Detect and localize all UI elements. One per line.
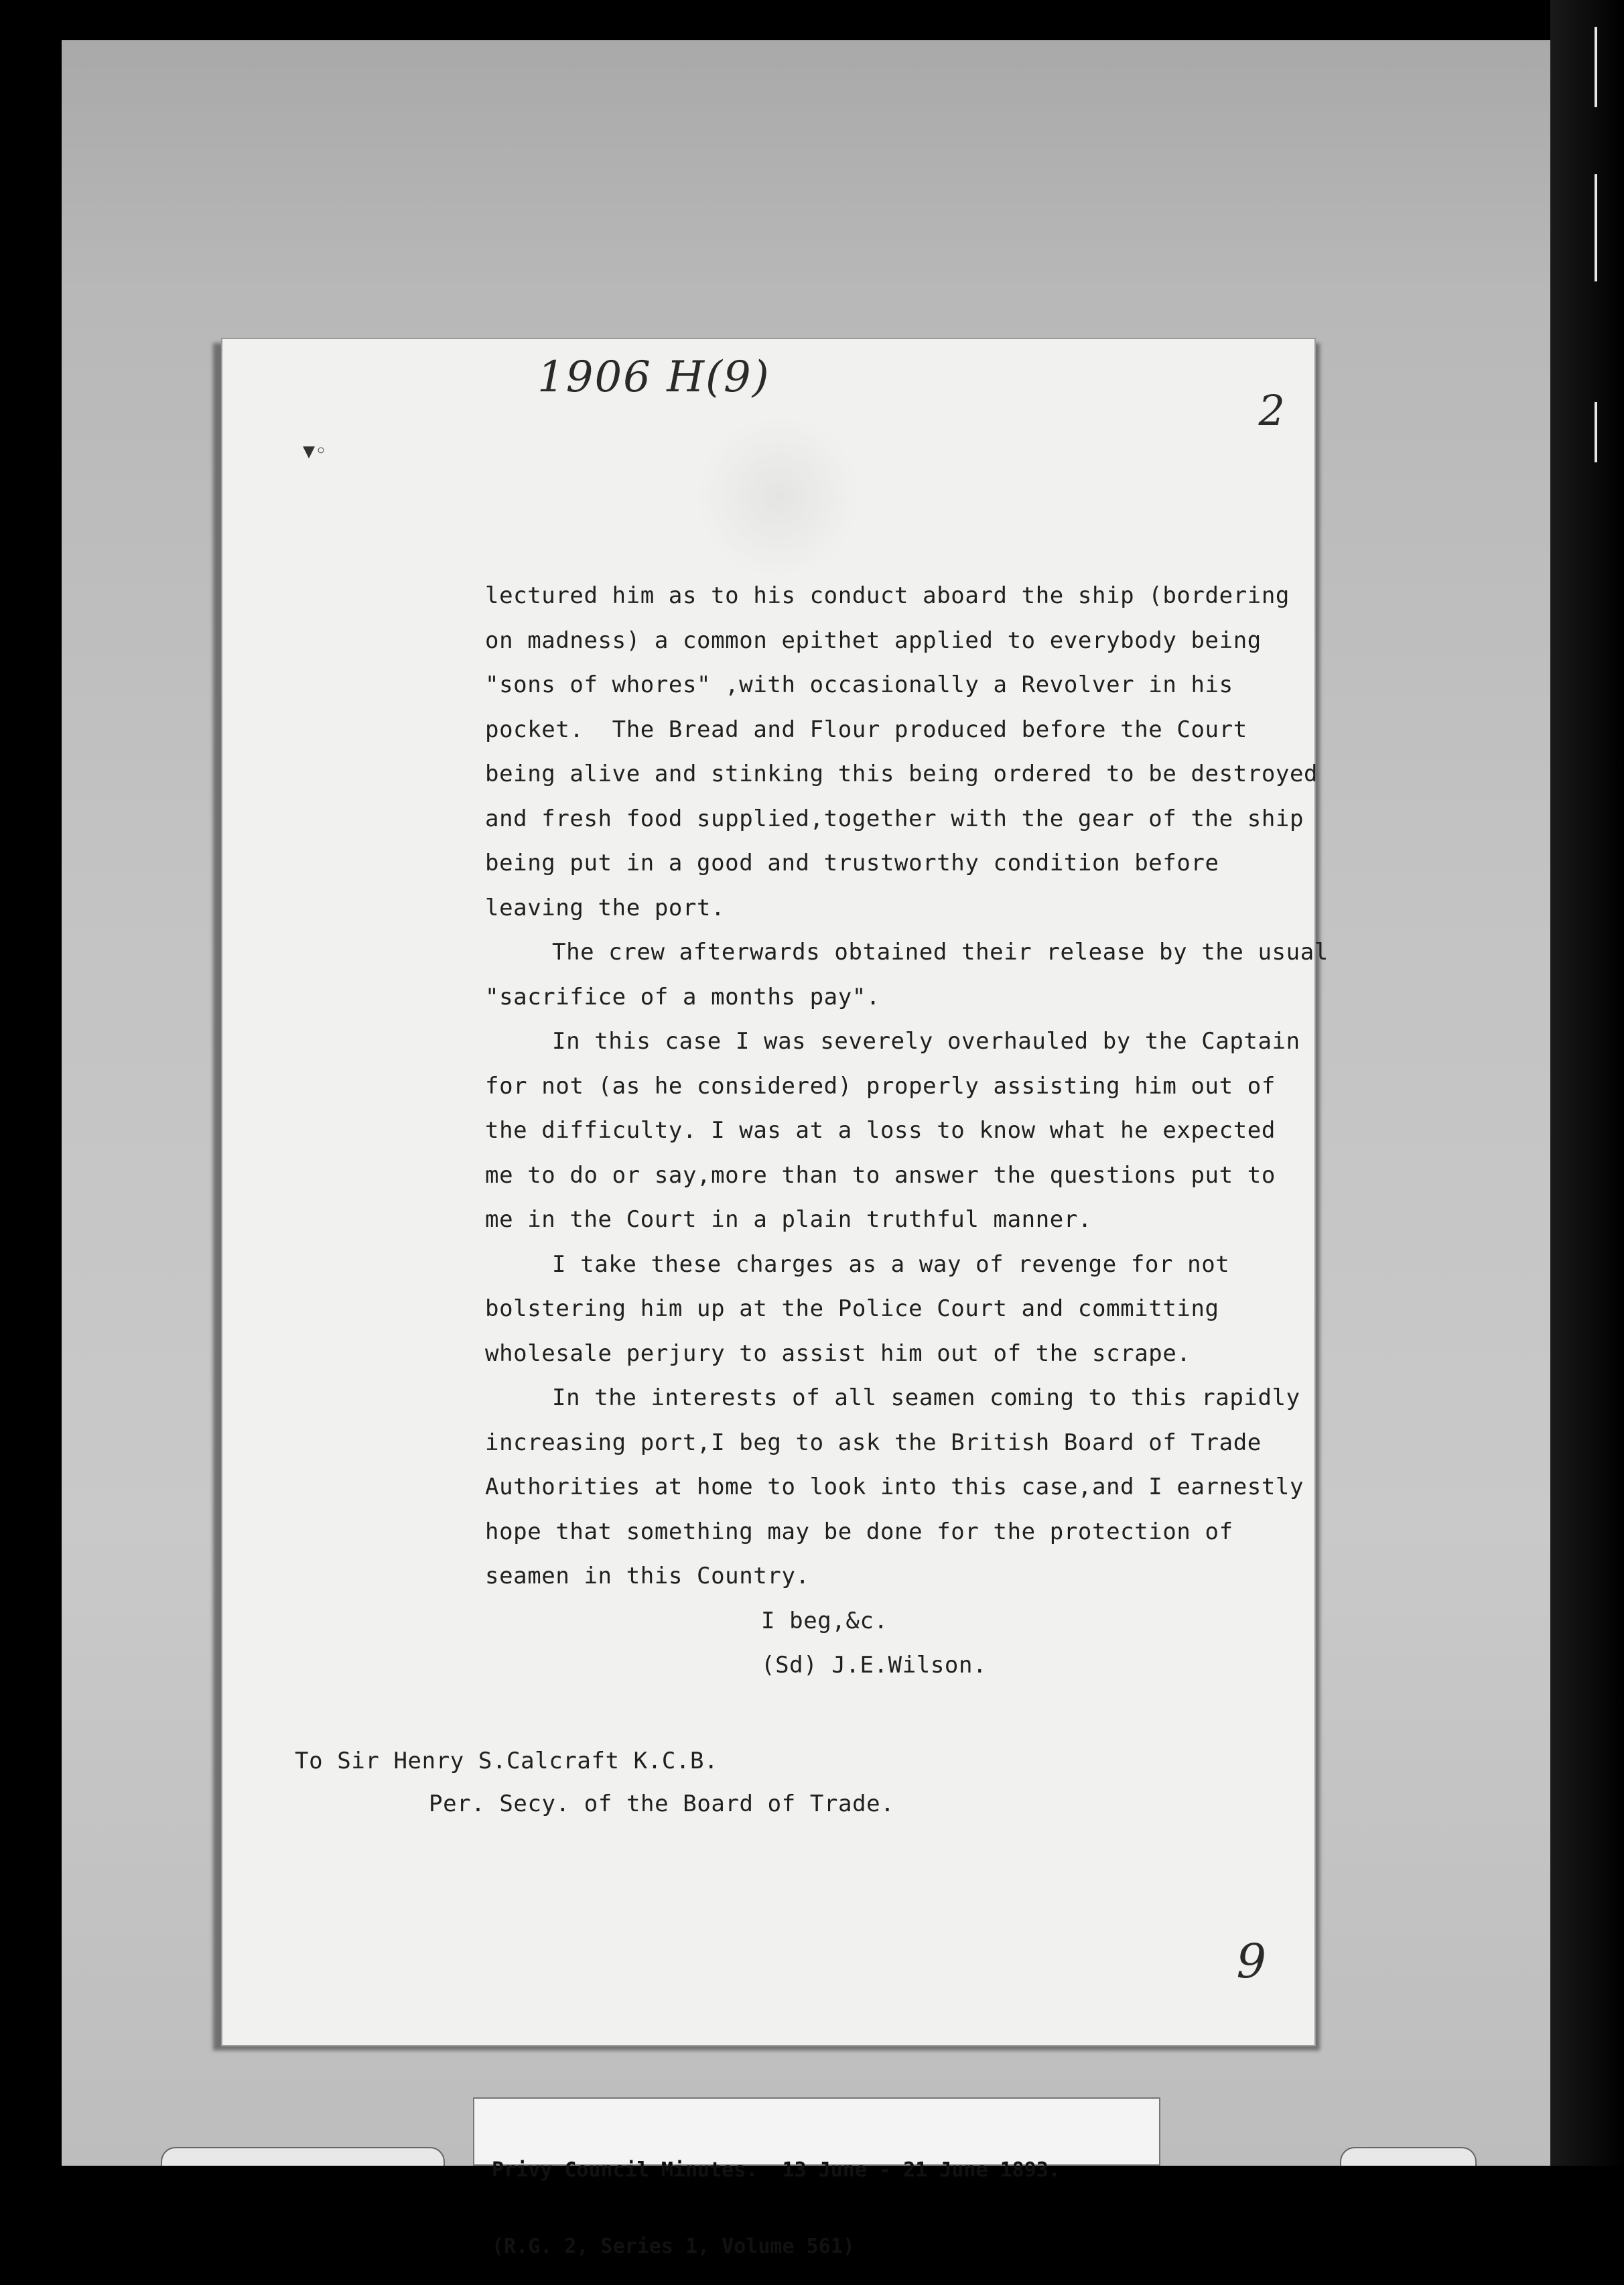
- body-line: me to do or say,more than to answer the questions put to: [485, 1161, 1276, 1189]
- body-line: The crew afterwards obtained their release by the usual: [552, 939, 1329, 966]
- closing-line: I beg,&c.: [761, 1607, 888, 1634]
- address-line-1: To Sir Henry S.Calcraft K.C.B.: [295, 1748, 719, 1774]
- ink-mark: ▼◦: [303, 440, 328, 463]
- body-line: on madness) a common epithet applied to everybody being: [485, 627, 1262, 654]
- body-line: "sons of whores" ,with occasionally a Revolver in his: [485, 671, 1233, 698]
- body-line: bolstering him up at the Police Court and committing: [485, 1295, 1219, 1322]
- archive-label-card: [473, 2097, 1160, 2258]
- body-line: being put in a good and trustworthy condition before: [485, 850, 1219, 876]
- body-line: leaving the port.: [485, 894, 726, 921]
- document-page: [222, 339, 1329, 2045]
- page-number-bottom: 9: [1236, 1934, 1266, 1989]
- body-line: In the interests of all seamen coming to this rapidly: [552, 1384, 1300, 1411]
- body-line: for not (as he considered) properly assisting him out of: [485, 1072, 1276, 1100]
- film-edge: [1550, 0, 1624, 2166]
- body-line: the difficulty. I was at a loss to know what he expected: [485, 1117, 1276, 1144]
- letter-body: [485, 574, 1329, 1688]
- signature-line: (Sd) J.E.Wilson.: [761, 1652, 988, 1679]
- body-line: Authorities at home to look into this case,and I earnestly: [485, 1474, 1304, 1500]
- body-line: "sacrifice of a months pay".: [485, 983, 880, 1010]
- body-line: lectured him as to his conduct aboard the ship (bordering: [485, 582, 1290, 609]
- handwritten-reference: 1906 H(9): [537, 352, 770, 402]
- body-line: I take these charges as a way of revenge for not: [552, 1250, 1230, 1278]
- page-number-top: 2: [1258, 386, 1285, 435]
- address-block: [295, 1740, 894, 1825]
- body-line: and fresh food supplied,together with the gear of the ship: [485, 805, 1304, 832]
- body-line: In this case I was severely overhauled by the Captain: [552, 1028, 1300, 1055]
- body-line: seamen in this Country.: [485, 1563, 810, 1589]
- body-line: being alive and stinking this being ordered to be destroyed: [485, 761, 1318, 787]
- address-line-2: Per. Secy. of the Board of Trade.: [429, 1790, 895, 1817]
- body-line: wholesale perjury to assist him out of the scrape.: [485, 1340, 1191, 1367]
- archive-label-line-2: (R.G. 2, Series 1, Volume 561): [492, 2235, 855, 2258]
- body-line: pocket. The Bread and Flour produced before the Court: [485, 716, 1247, 743]
- body-line: increasing port,I beg to ask the British Board of Trade: [485, 1429, 1262, 1456]
- archive-label-line-1: Privy Council Minutes. 13 June - 21 June 1893.: [492, 2158, 1061, 2182]
- body-line: me in the Court in a plain truthful manner.: [485, 1206, 1092, 1233]
- film-tab-left: [161, 2147, 445, 2166]
- film-tab-right: [1340, 2147, 1477, 2166]
- faint-embossed-stamp: [691, 419, 866, 574]
- body-line: hope that something may be done for the protection of: [485, 1518, 1233, 1545]
